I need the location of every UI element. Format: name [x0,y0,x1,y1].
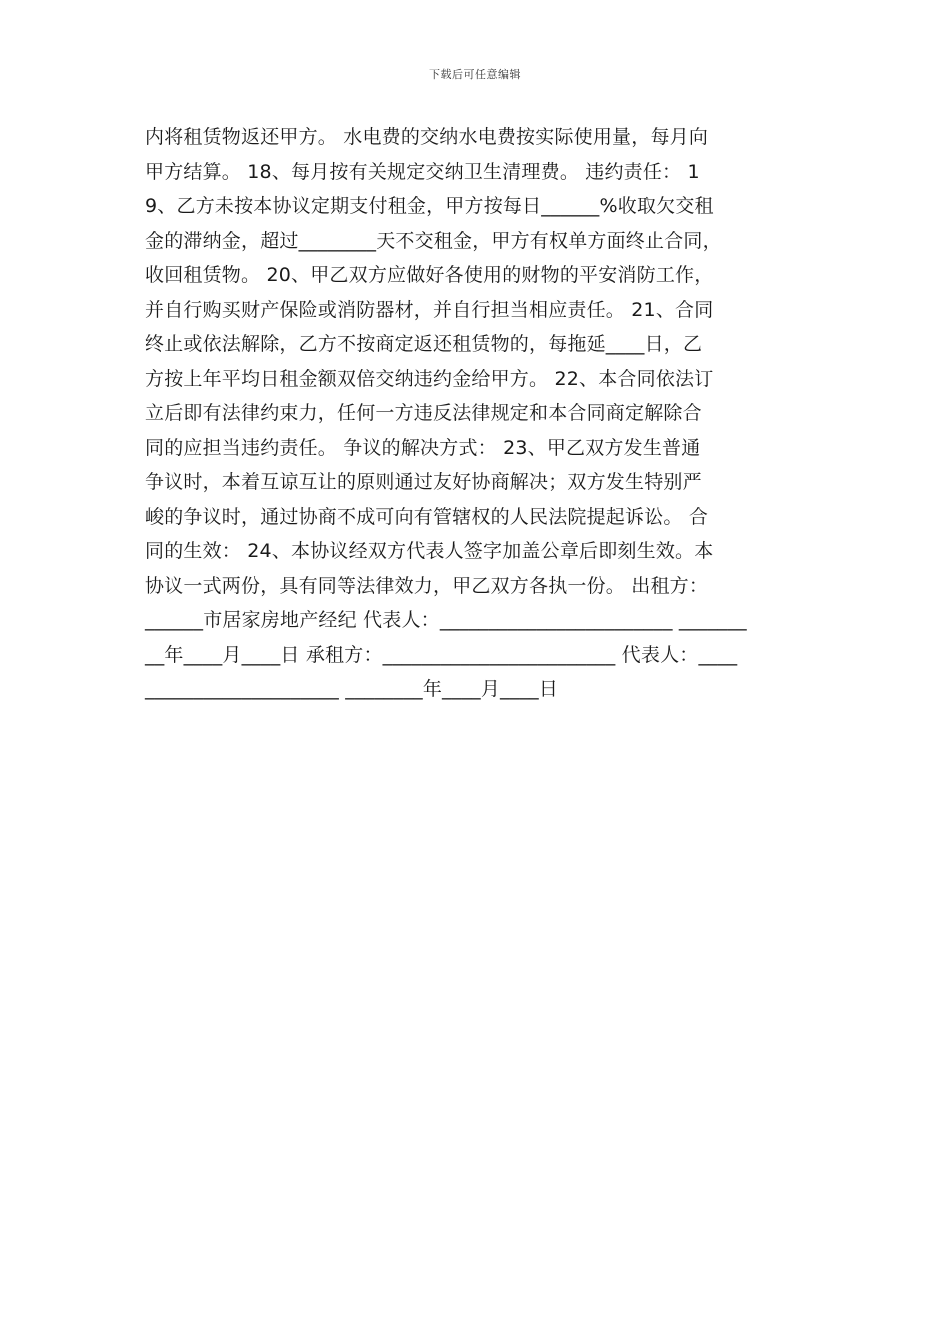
text-line: 终止或依法解除，乙方不按商定返还租赁物的，每拖延____日，乙 [145,333,703,355]
page-header: 下载后可任意编辑 [429,68,521,81]
signature-line-date: ____________________ ________年____月____日 [145,678,559,700]
text-line: 争议时，本着互谅互让的原则通过友好协商解决；双方发生特别严 [145,471,702,493]
text-line: 9、乙方未按本协议定期支付租金，甲方按每日______%收取欠交租 [145,195,714,217]
text-line: 同的生效： 24、本协议经双方代表人签字加盖公章后即刻生效。本 [145,540,714,562]
text-line: 收回租赁物。 20、甲乙双方应做好各使用的财物的平安消防工作， [145,264,714,286]
text-line: 方按上年平均日租金额双倍交纳违约金给甲方。 22、本合同依法订 [145,367,714,390]
text-line: 内将租赁物返还甲方。 水电费的交纳水电费按实际使用量，每月向 [145,126,709,148]
text-line: 立后即有法律约束力，任何一方违反法律规定和本合同商定解除合 [145,402,702,424]
text-line: 金的滞纳金，超过________天不交租金，甲方有权单方面终止合同， [145,229,722,252]
text-line: 同的应担当违约责任。 争议的解决方式： 23、甲乙双方发生普通 [145,436,701,459]
text-line: 并自行购买财产保险或消防器材，并自行担当相应责任。 21、合同 [145,298,714,321]
contract-body [145,120,825,707]
signature-line-lessee: __年____月____日 承租方：________________________ 代表人：____ [145,643,738,666]
signature-line-lessor: ______市居家房地产经纪 代表人：________________________ _______ [145,609,747,631]
text-line: 协议一式两份，具有同等法律效力，甲乙双方各执一份。 出租方： [145,574,709,597]
text-line: 甲方结算。 18、每月按有关规定交纳卫生清理费。 违约责任： 1 [145,160,700,183]
text-line: 峻的争议时，通过协商不成可向有管辖权的人民法院提起诉讼。 合 [145,505,709,528]
